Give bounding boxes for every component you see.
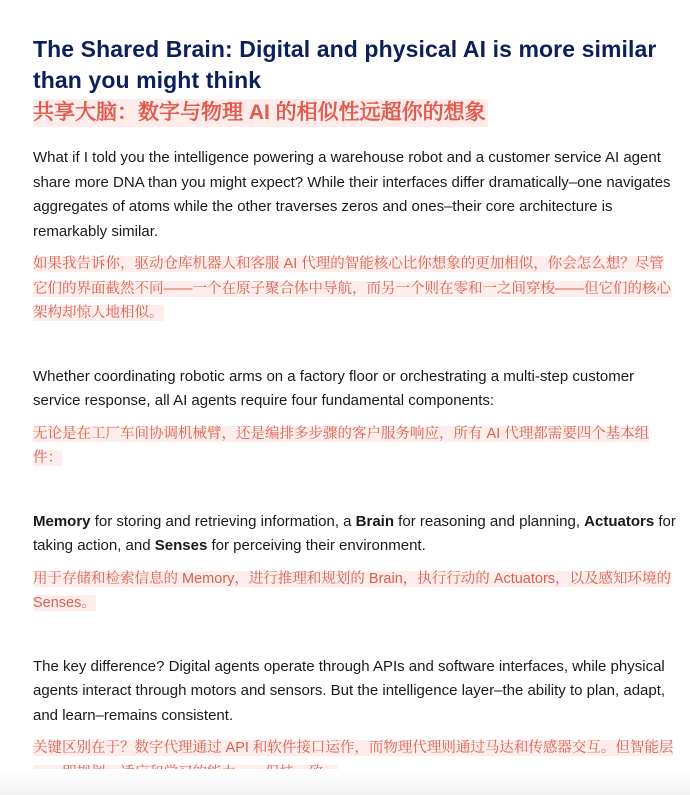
- paragraph-3: [33, 510, 678, 559]
- paragraph-2-translation-text: 无论是在工厂车间协调机械臂，还是编排多步骤的客户服务响应，所有 AI 代理都需要四个基本组件：: [33, 425, 650, 466]
- page-bottom-shade: [0, 769, 690, 795]
- paragraph-3-text-1: for storing and retrieving information, a: [90, 512, 356, 530]
- paragraph-1-translation-text: 如果我告诉你，驱动仓库机器人和客服 AI 代理的智能核心比你想象的更加相似，你会怎么想？尽管它们的界面截然不同——一个在原子聚合体中导航，而另一个则在零和一之间穿梭——但它们的核心架构却惊人地相似。: [33, 256, 671, 321]
- article-title-translation: 共享大脑：数字与物理 AI 的相似性远超你的想象: [33, 99, 488, 127]
- paragraph-2-translation: [33, 422, 678, 471]
- paragraph-3-text-4: for perceiving their environment.: [207, 537, 426, 554]
- paragraph-4: The key difference? Digital agents operate through APIs and software interfaces, while physical agents interact through motors and sensors. But the intelligence layer–the ability to plan, adapt, and learn–remains consistent.: [33, 657, 666, 724]
- paragraph-1: What if I told you the intelligence powering a warehouse robot and a customer service AI agent share more DNA than you might expect? While their interfaces differ dramatically–one navigates aggregates of atoms while the other traverses zeros and ones–their core architecture is remarkably similar.: [33, 149, 671, 240]
- paragraph-4-translation-text: 关键区别在于？数字代理通过 API 和软件接口运作，而物理代理则通过马达和传感器交互。但智能层: [33, 740, 673, 781]
- paragraph-3-translation-text: 用于存储和检索信息的 Memory，进行推理和规划的 Brain，执行行动的 Actuators，以及感知环境的 Senses。: [33, 570, 672, 611]
- article: [33, 34, 678, 785]
- paragraph-2: Whether coordinating robotic arms on a factory floor or orchestrating a multi-step customer service response, all AI agents require four fundamental components:: [33, 367, 635, 409]
- term-memory: Memory: [33, 512, 91, 530]
- term-senses: Senses: [154, 537, 208, 554]
- paragraph-3-translation: [33, 567, 678, 616]
- paragraph-1-translation: [33, 252, 678, 326]
- term-brain: Brain: [355, 512, 395, 530]
- term-actuators: Actuators: [584, 512, 655, 530]
- paragraph-3-text-2: for reasoning and planning,: [394, 512, 585, 530]
- article-title: The Shared Brain: Digital and physical AI is more similar than you might think: [33, 36, 657, 93]
- paragraph-3-text-3: for taking action, and: [33, 512, 676, 554]
